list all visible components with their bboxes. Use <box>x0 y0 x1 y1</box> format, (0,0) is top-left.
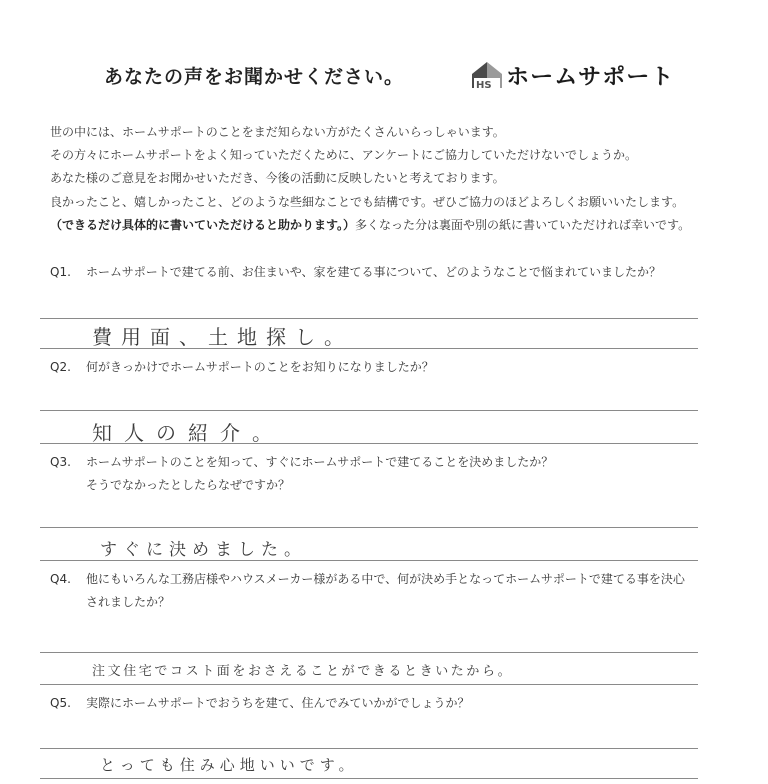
question-number: Q3. <box>50 455 71 469</box>
question-text: 何がきっかけでホームサポートのことをお知りになりましたか？ <box>86 360 434 374</box>
question-text: 実際にホームサポートでおうちを建て、住んでみていかがでしょうか？ <box>86 696 470 710</box>
answer-line-bottom <box>40 778 698 779</box>
question-text: ホームサポートで建てる前、お住まいや、家を建てる事について、どのようなことで悩まれていましたか？ <box>86 265 662 279</box>
intro-line: あなた様のご意見をお聞かせいただき、今後の活動に反映したいと考えております。 <box>50 171 505 186</box>
house-logo-icon <box>470 60 504 90</box>
answer-line-top <box>40 318 698 319</box>
svg-text:HS: HS <box>476 80 492 90</box>
question-text-continued: されましたか？ <box>86 595 171 609</box>
question-1 <box>50 261 661 284</box>
answer-line-bottom <box>40 348 698 349</box>
answer-line-top <box>40 527 698 528</box>
question-5 <box>50 692 470 715</box>
answer-2: 知人の紹介。 <box>92 421 284 445</box>
intro-line: 良かったこと、嬉しかったこと、どのような些細なことでも結構です。ぜひご協力のほどよろしくお願いいたします。 <box>50 194 685 209</box>
intro-line: 世の中には、ホームサポートのことをまだ知らない方がたくさんいらっしゃいます。 <box>50 125 505 139</box>
question-2 <box>50 356 434 379</box>
intro-text <box>50 121 750 237</box>
intro-emphasis: （できるだけ具体的に書いていただけると助かります。） <box>50 217 356 232</box>
question-text: ホームサポートのことを知って、すぐにホームサポートで建てることを決めましたか？ <box>86 455 554 469</box>
question-number: Q1. <box>50 265 71 279</box>
question-number: Q5. <box>50 696 71 710</box>
question-number: Q2. <box>50 360 71 374</box>
answer-4: 注文住宅でコスト面をおさえることができるときいたから。 <box>92 664 514 679</box>
intro-line <box>50 214 750 237</box>
question-text-continued: そうでなかったとしたらなぜですか？ <box>86 478 291 492</box>
question-3 <box>50 451 553 497</box>
intro-line: その方々にホームサポートをよく知っていただくために、アンケートにご協力していただけないでしょうか。 <box>50 148 638 163</box>
answer-line-top <box>40 410 698 411</box>
answer-line-top <box>40 748 698 749</box>
page-title: あなたの声をお聞かせください。 <box>104 66 405 88</box>
answer-line-bottom <box>40 684 698 685</box>
intro-line-rest: 多くなった分は裏面や別の紙に書いていただければ幸いです。 <box>355 217 691 232</box>
answer-line-top <box>40 652 698 653</box>
answer-3: すぐに決めました。 <box>100 540 307 560</box>
logo-text: ホームサポート <box>505 64 675 90</box>
answer-1: 費用面、土地探し。 <box>92 325 353 349</box>
question-number: Q4. <box>50 572 71 586</box>
answer-line-bottom <box>40 560 698 561</box>
question-text: 他にもいろんな工務店様やハウスメーカー様がある中で、何が決め手となってホームサポートで建てる事を決心 <box>86 572 685 586</box>
question-4 <box>50 568 685 614</box>
company-logo <box>470 58 675 92</box>
answer-5: とっても住み心地いいです。 <box>100 756 359 774</box>
answer-line-bottom <box>40 443 698 444</box>
